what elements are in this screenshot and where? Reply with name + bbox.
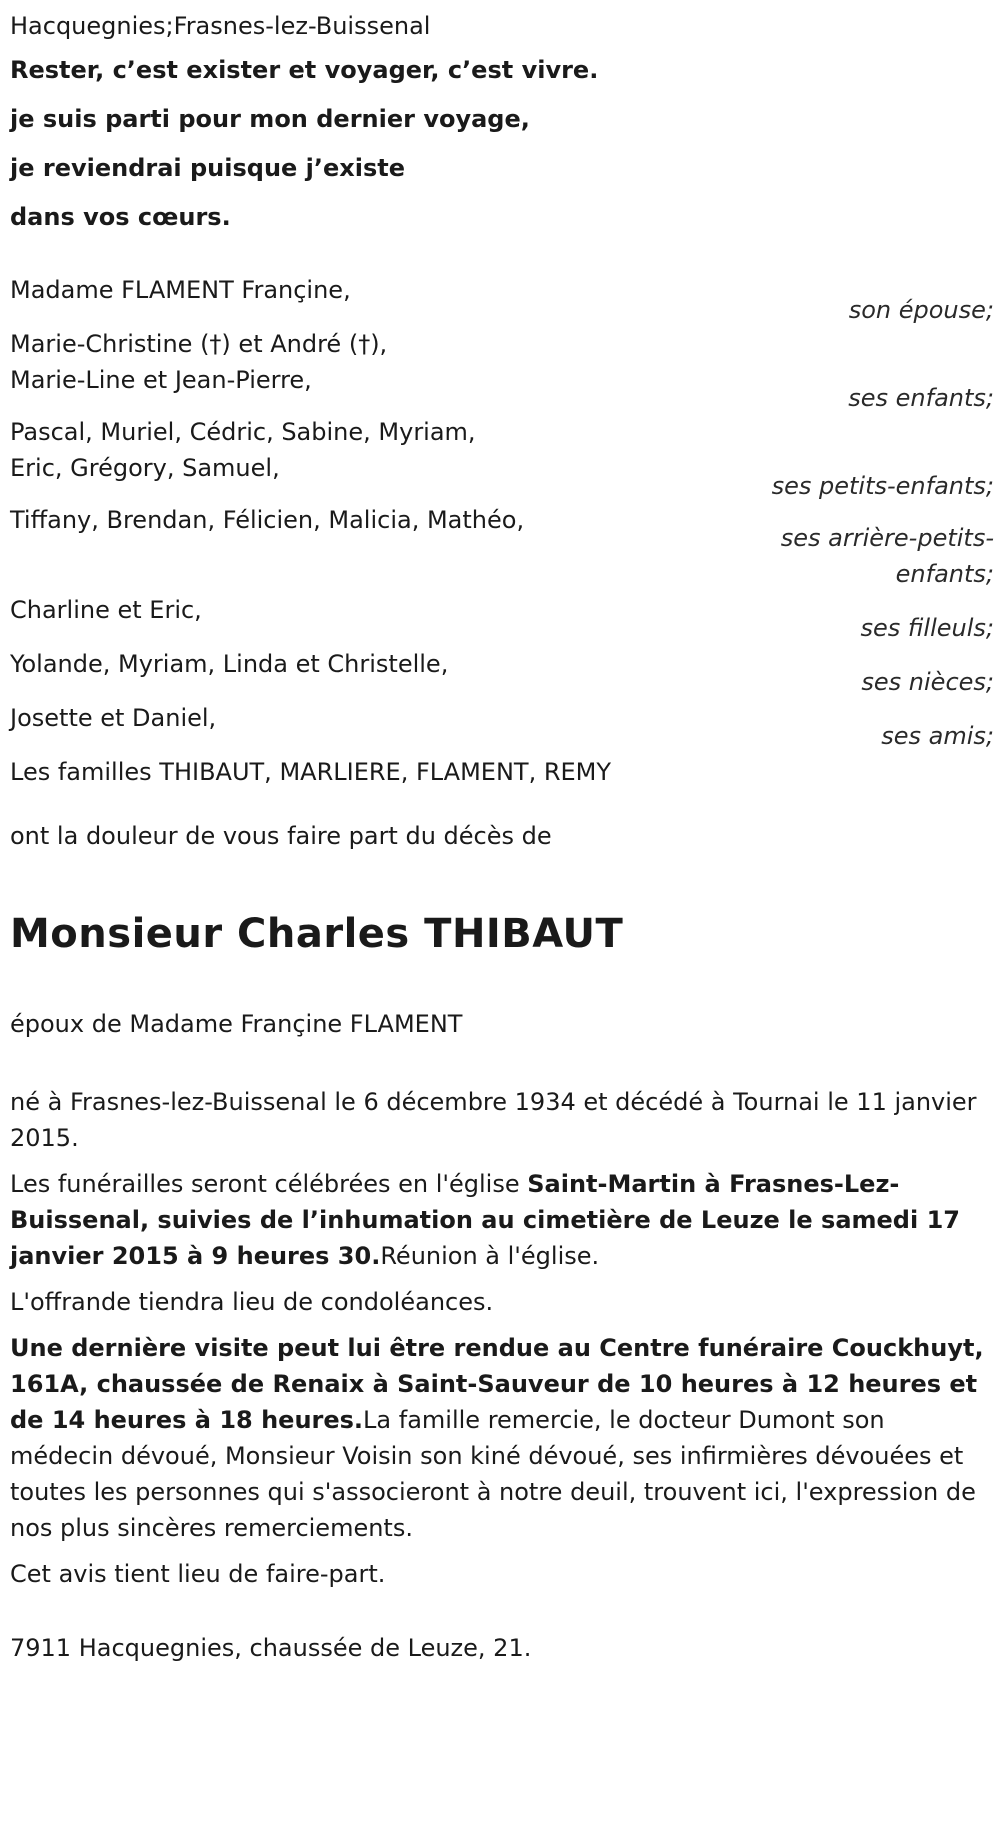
location-header: Hacquegnies;Frasnes-lez-Buissenal: [10, 12, 431, 40]
family-entry-children: [10, 326, 994, 414]
funeral-after: Réunion à l'église.: [380, 1242, 600, 1270]
family-role: ses amis;: [881, 722, 994, 750]
family-role: ses arrière-petits-enfants;: [780, 524, 994, 588]
poem-line: je reviendrai puisque j’existe: [10, 154, 406, 182]
family-names: Marie-Christine (†) et André (†),: [10, 330, 388, 358]
family-entry-spouse: [10, 272, 994, 326]
family-names: Yolande, Myriam, Linda et Christelle,: [10, 650, 449, 678]
obituary-page: [10, 0, 994, 1666]
birth-death-text: né à Frasnes-lez-Buissenal le 6 décembre 1934 et décédé à Tournai le 11 janvier 2015.: [10, 1088, 977, 1152]
offering-text: L'offrande tiendra lieu de condoléances.: [10, 1288, 494, 1316]
visit-paragraph: [10, 1330, 994, 1546]
family-entry-nieces: [10, 646, 994, 700]
family-names: Les familles THIBAUT, MARLIERE, FLAMENT, REMY: [10, 758, 612, 786]
family-names: Eric, Grégory, Samuel,: [10, 454, 280, 482]
family-role: ses petits-enfants;: [771, 472, 994, 500]
family-role: ses enfants;: [848, 384, 994, 412]
thanks-text: La famille remercie, le docteur Dumont son médecin dévoué, Monsieur Voisin son kiné dévoué, ses infirmières dévouées et toutes les personnes qui s'associeront à notre deuil, trouvent ici, l'expression de nos plus sincères remerciements.: [10, 1406, 976, 1542]
family-names: Charline et Eric,: [10, 596, 202, 624]
family-names: Tiffany, Brendan, Félicien, Malicia, Mathéo,: [10, 506, 525, 534]
family-entry-godchildren: [10, 592, 994, 646]
family-role: ses filleuls;: [860, 614, 994, 642]
family-names: Pascal, Muriel, Cédric, Sabine, Myriam,: [10, 418, 476, 446]
funeral-details: Saint-Martin à Frasnes-Lez-Buissenal, suivies de l’inhumation au cimetière de Leuze le samedi 17 janvier 2015 à 9 heures 30.: [10, 1170, 960, 1270]
deceased-name: Monsieur Charles THIBAUT: [10, 911, 624, 957]
poem-line: dans vos cœurs.: [10, 203, 231, 231]
poem: [10, 46, 994, 242]
announcement-text: ont la douleur de vous faire part du décès de: [10, 822, 552, 850]
visit-details: Une dernière visite peut lui être rendue au Centre funéraire Couckhuyt, 161A, chaussée de Renaix à Saint-Sauveur de 10 heures à 12 heures et de 14 heures à 18 heures.: [10, 1334, 984, 1434]
family-entry-grandchildren: [10, 414, 994, 502]
spouse-line: époux de Madame Françine FLAMENT: [10, 1010, 463, 1038]
family-entry-great-grandchildren: [10, 502, 994, 592]
family-role: son épouse;: [848, 296, 994, 324]
poem-line: je suis parti pour mon dernier voyage,: [10, 105, 530, 133]
poem-line: Rester, c’est exister et voyager, c’est vivre.: [10, 56, 599, 84]
family-entry-families: [10, 754, 994, 790]
address-text: 7911 Hacquegnies, chaussée de Leuze, 21.: [10, 1634, 532, 1662]
funeral-paragraph: [10, 1166, 994, 1274]
family-role: ses nièces;: [861, 668, 994, 696]
family-entry-friends: [10, 700, 994, 754]
family-names: Marie-Line et Jean-Pierre,: [10, 366, 312, 394]
family-names: Josette et Daniel,: [10, 704, 217, 732]
funeral-intro: Les funérailles seront célébrées en l'église: [10, 1170, 528, 1198]
notice-text: Cet avis tient lieu de faire-part.: [10, 1560, 386, 1588]
family-names: Madame FLAMENT Françine,: [10, 276, 351, 304]
